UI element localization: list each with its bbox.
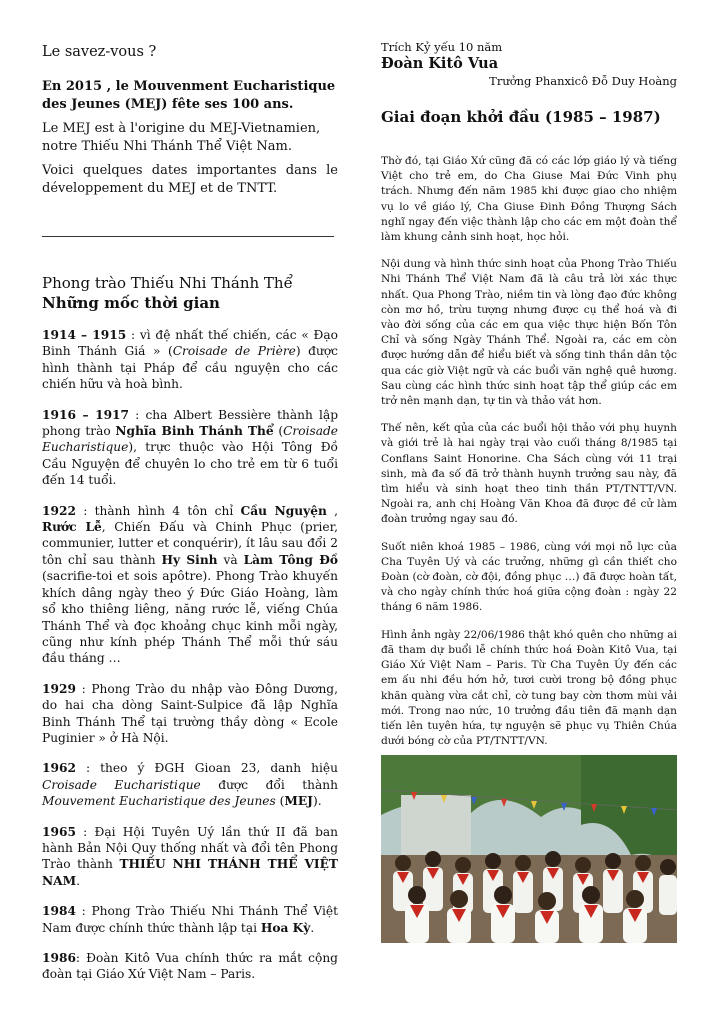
entry-date: 1984 xyxy=(42,904,76,919)
info-intro: En 2015 , le Mouvenment Eucharistique des Jeunes (MEJ) fête ses 100 ans. xyxy=(42,79,336,112)
timeline-entry-1929 xyxy=(42,681,338,747)
entry-text: . xyxy=(310,920,315,935)
timeline-entry-1914 xyxy=(42,327,338,393)
entry-date: 1962 xyxy=(42,761,76,776)
article-title: Đoàn Kitô Vua xyxy=(381,55,499,72)
article-paragraph: Thờ đó, tại Giáo Xứ cũng đã có các lớp giáo lý và tiếng Việt cho trẻ em, do Cha Giuse Mai Đức Vinh phụ trách. Nhưng đến năm 1985 khi được giao cho nhiệm vụ lo về giáo lý, Cha Giuse Đinh Đồng Thượng Sách nghĩ ngay đến việc thành lập cho các em một đoàn thể làm khung cảnh sinh hoạt, học hỏi. xyxy=(381,155,677,244)
entry-text: , xyxy=(326,503,339,518)
entry-text: ), trực thuộc vào Hội Tông Đồ Cầu Nguyện để chuyên lo cho trẻ em từ 6 tuổi đến 14 tuổi. xyxy=(42,440,338,488)
entry-bold: Cầu Nguyện xyxy=(240,503,327,518)
section-subtitle: Những mốc thời gian xyxy=(42,294,220,312)
entry-text: ( xyxy=(275,794,285,809)
entry-text: : vì đệ nhất thế chiến, các « Đạo Binh Thánh Giá » ( xyxy=(42,328,338,359)
entry-italic: Mouvement Eucharistique des Jeunes xyxy=(42,794,276,809)
entry-text: : thành hình 4 tôn chỉ xyxy=(75,503,241,518)
timeline-entry-1984 xyxy=(42,903,338,936)
timeline-entry-1965 xyxy=(42,824,338,890)
source-note: Trích Kỷ yếu 10 năm xyxy=(381,40,503,54)
entry-date: 1922 xyxy=(42,503,76,518)
entry-bold: Hoa Kỳ xyxy=(260,920,311,935)
entry-text: (sacrifie-toi et sois apôtre). Phong Trào khuyến khích dâng ngày theo ý Đức Giáo Hoàng, làm sổ kho thiêng liêng, năng rước lễ, viếng Chúa Thánh Thể và đọc khoảng chục kinh mỗi ngày, cũng như kính phép Thánh Thể mỗi thứ sáu đầu tháng … xyxy=(42,569,338,666)
entry-date: 1929 xyxy=(42,681,76,696)
section-title: Phong trào Thiếu Nhi Thánh Thể xyxy=(42,274,293,292)
article-paragraph: Nội dung và hình thức sinh hoạt của Phong Trào Thiếu Nhi Thánh Thể Việt Nam đã là câu trả lời xác thực nhất. Qua Phong Trào, niềm tin và lòng đạo đức không còn mơ hồ, trừu tượng nhưng được cụ thể hoá và đi vào đời sống của các em qua việc thực hiện Bốn Tôn Chỉ và sống Ngày Thánh Thể. Ngoài ra, các em còn được hướng dẫn để hiểu biết và sống tinh thần dân tộc qua các giờ Việt ngữ và các buổi văn nghệ quê hương. Sau cùng các hình thức sinh hoạt tập thể giúp các em trở nên mạnh dạn, tự tin và thảo vát hơn. xyxy=(381,258,677,408)
entry-text: . xyxy=(76,873,80,888)
article-heading: Giai đoạn khởi đầu (1985 – 1987) xyxy=(381,108,661,126)
entry-italic: Croisade Eucharistique xyxy=(42,777,201,792)
entry-text: : Đoàn Kitô Vua chính thức ra mắt cộng đoàn tại Giáo Xứ Việt Nam – Paris. xyxy=(42,951,338,982)
left-column xyxy=(42,40,338,983)
entry-text: và xyxy=(217,552,244,567)
info-paragraph: Voici quelques dates importantes dans le développement du MEJ et de TNTT. xyxy=(42,163,338,196)
divider xyxy=(42,236,334,237)
entry-text: : Đại Hội Tuyên Uý lần thứ II đã ban hành Bản Nội Quy thống nhất và đổi tên Phong Trào thành xyxy=(42,824,338,872)
entry-text: ) được hình thành tại Pháp để cầu nguyện cho các chiến hữu và hoà bình. xyxy=(42,344,338,392)
entry-italic: Croisade Eucharistique xyxy=(42,424,339,455)
timeline-entry-1986 xyxy=(42,950,338,983)
entry-text: , Chiến Đấu và Chinh Phục (prier, communier, lutter et conquérir), ít lâu sau đổi 2 tôn chỉ sau thành xyxy=(42,520,338,567)
entry-bold: Rước Lễ xyxy=(42,520,102,535)
entry-bold: Làm Tông Đồ xyxy=(243,552,338,567)
entry-date: 1986 xyxy=(42,951,76,965)
group-photo xyxy=(381,755,677,943)
group-photo-illustration xyxy=(381,755,677,943)
entry-date: 1916 – 1917 xyxy=(42,407,130,422)
timeline-entry-1962 xyxy=(42,760,338,809)
entry-date: 1965 xyxy=(42,824,76,839)
timeline-entry-1922 xyxy=(42,503,338,667)
entry-date: 1914 – 1915 xyxy=(42,328,127,342)
entry-bold: Hy Sinh xyxy=(161,552,218,567)
article-author: Trưởng Phanxicô Đỗ Duy Hoàng xyxy=(489,74,677,88)
timeline-entry-1916 xyxy=(42,407,338,489)
entry-text: : Phong Trào Thiếu Nhi Thánh Thể Việt Nam được chính thức thành lập tại xyxy=(42,904,338,935)
entry-text: ( xyxy=(273,424,284,439)
entry-bold: THIẾU NHI THÁNH THỂ VIỆT NAM xyxy=(42,857,338,888)
article-paragraph: Suốt niên khoá 1985 – 1986, cùng với mọi nỗ lực của Cha Tuyên Uý và các trưởng, những gì cần thiết cho Đoàn (cờ đoàn, cờ đội, đồng phục …) đã được hoàn tất, và cho ngày chính thức hoá giữa cộng đoàn : ngày 22 tháng 6 năm 1986. xyxy=(381,540,677,614)
entry-text: được đổi thành xyxy=(200,777,338,792)
entry-text: : cha Albert Bessière thành lập phong trào xyxy=(42,407,339,439)
article-paragraph: Thế nên, kết qủa của các buổi hội thảo với phụ huynh và giới trẻ là hai ngày trại vào cuối tháng 8/1985 tại Conflans Saint Honorine. Cha Sách cùng với 11 trại sinh, mà đa số đã trở thành huynh trưởng sau này, đã tìm hiểu và sinh hoạt theo tinh thần PT/TNTT/VN. Ngoài ra, anh chị Hoàng Văn Khoa đã được đề cử làm đoàn trưởng ngay sau đó. xyxy=(381,422,677,526)
entry-italic: Croisade de Prière xyxy=(172,344,296,359)
article-paragraph: Hình ảnh ngày 22/06/1986 thật khó quên cho những ai đã tham dự buổi lễ chính thức hoá Đoàn Kitô Vua, tại Giáo Xứ Việt Nam – Paris. Từ Cha Tuyên Úy đến các em ấu nhi đều hớn hở, tươi cười trong bộ đồng phục khăn quàng vừa cắt chỉ, cờ tung bay cờn thơm mùi vải mới. Trong nao nức, 10 trưởng đầu tiên đã mạnh dạn tiến lên tuyên hứa, tự nguyện sẽ phục vụ Thiên Chúa dưới bóng cờ của PT/TNTT/VN. xyxy=(381,628,677,748)
right-column xyxy=(381,40,677,749)
entry-bold: Nghĩa Binh Thánh Thể xyxy=(115,424,274,439)
entry-bold: MEJ xyxy=(284,794,313,809)
entry-text: ). xyxy=(312,794,322,809)
entry-text: : Phong Trào du nhập vào Đông Dương, do hai cha dòng Saint-Sulpice đã lập Nghĩa Binh Thánh Thể tại trường thầy dòng « Ecole Puginier » ở Hà Nội. xyxy=(42,681,338,745)
info-paragraph: Le MEJ est à l'origine du MEJ-Vietnamien, notre Thiếu Nhi Thánh Thể Việt Nam. xyxy=(42,121,321,154)
entry-text: : theo ý ĐGH Gioan 23, danh hiệu xyxy=(75,761,338,776)
info-title: Le savez-vous ? xyxy=(42,44,157,60)
